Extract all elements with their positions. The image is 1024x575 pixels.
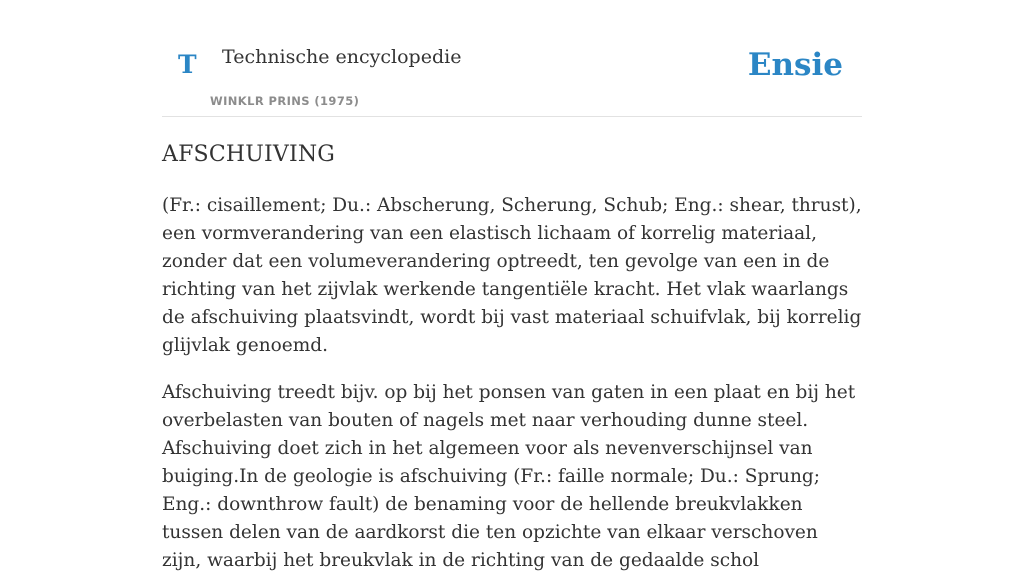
entry-title: AFSCHUIVING: [162, 142, 336, 167]
article: [162, 140, 862, 575]
encyclopedia-source: WINKLR PRINS (1975): [210, 94, 360, 108]
paragraph-2: Afschuiving treedt bijv. op bij het ponsen van gaten in een plaat en bij het overbelasten van bouten of nagels met naar verhouding dunne steel. Afschuiving doet zich in het algemeen voor als nevenverschijnsel van buiging.In de geologie is afschuiving (Fr.: faille normale; Du.: Sprung; Eng.: downthrow fault) de benaming voor de hellende breukvlakken tussen delen van de aardkorst die ten opzichte van elkaar verschoven zijn, waarbij het breukvlak in de richting van de gedaalde schol: [162, 382, 856, 571]
paragraph-1: (Fr.: cisaillement; Du.: Abscherung, Scherung, Schub; Eng.: shear, thrust), een vormverandering van een elastisch lichaam of korrelig materiaal, zonder dat een volumeverandering optreedt, ten gevolge van een in de richting van het zijvlak werkende tangentiële kracht. Het vlak waarlangs de afschuiving plaatsvindt, wordt bij vast materiaal schuifvlak, bij korrelig glijvlak genoemd.: [162, 195, 862, 356]
header: [162, 0, 862, 117]
ensie-brand-logo[interactable]: Ensie: [747, 47, 843, 83]
encyclopedia-logo[interactable]: T: [178, 50, 197, 79]
encyclopedia-title-link[interactable]: Technische encyclopedie: [222, 46, 462, 68]
